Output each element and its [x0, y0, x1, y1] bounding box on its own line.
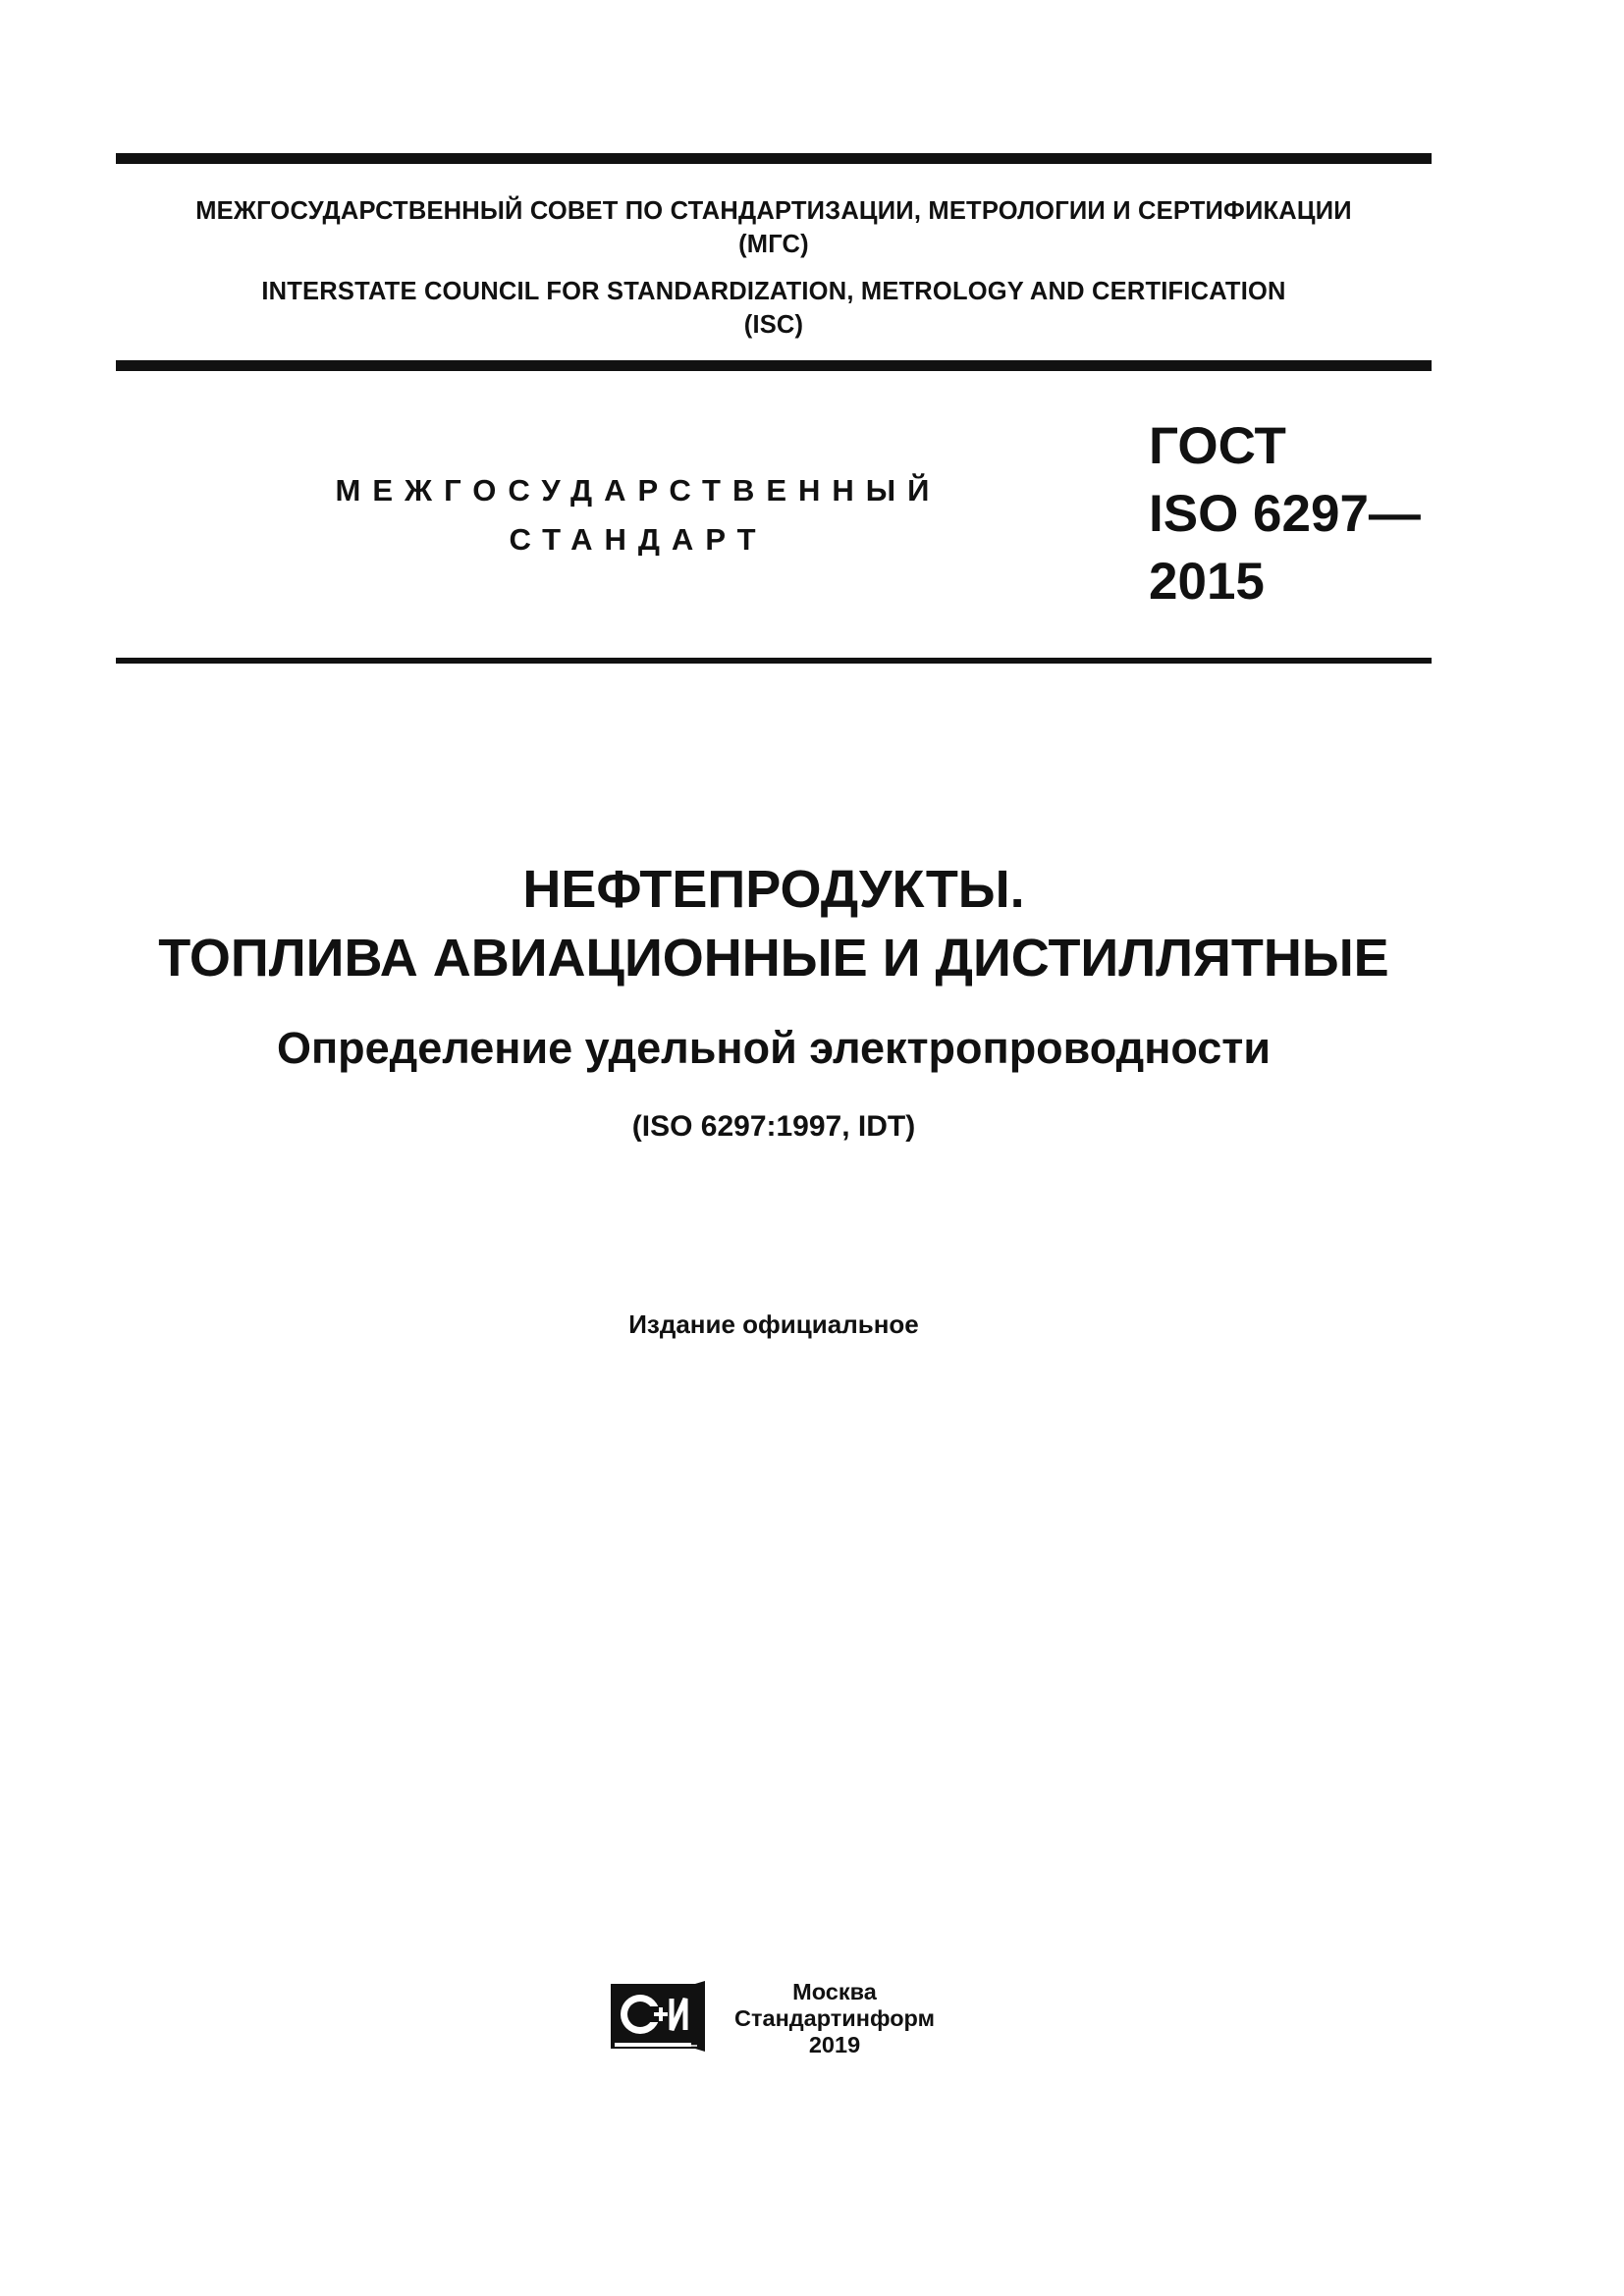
- standard-designation: [1149, 412, 1421, 615]
- top-rule: [116, 153, 1432, 164]
- publisher-year: 2019: [808, 2032, 861, 2057]
- council-name-en-text: INTERSTATE COUNCIL FOR STANDARDIZATION, METROLOGY AND CERTIFICATION: [261, 278, 1286, 305]
- council-abbr-ru: (МГС): [738, 231, 809, 258]
- publisher-name: Стандартинформ: [734, 2005, 935, 2031]
- standard-type-line1: МЕЖГОСУДАРСТВЕННЫЙ: [335, 473, 942, 507]
- council-abbr-en: (ISC): [743, 311, 804, 339]
- iso-reference: (ISO 6297:1997, IDT): [631, 1110, 916, 1143]
- standard-type-line2: СТАНДАРТ: [509, 522, 768, 557]
- designation-line3: 2015: [1149, 553, 1265, 611]
- document-subtitle: Определение удельной электропроводности: [276, 1023, 1272, 1073]
- lower-rule: [116, 658, 1432, 664]
- edition-note: Издание официальное: [628, 1309, 919, 1339]
- document-title-line1: НЕФТЕПРОДУКТЫ.: [522, 860, 1025, 919]
- document-title-line2: ТОПЛИВА АВИАЦИОННЫЕ И ДИСТИЛЛЯТНЫЕ: [158, 929, 1389, 988]
- council-name-ru: [116, 194, 1432, 261]
- standartinform-logo-icon: [611, 1981, 705, 2054]
- designation-line1: ГОСТ: [1149, 417, 1286, 475]
- middle-rule: [116, 360, 1432, 371]
- publisher-city: Москва: [792, 1979, 877, 2004]
- council-name-en: [116, 275, 1432, 342]
- designation-line2: ISO 6297—: [1149, 485, 1421, 543]
- publisher-block: [717, 1979, 952, 2058]
- council-name-ru-text: МЕЖГОСУДАРСТВЕННЫЙ СОВЕТ ПО СТАНДАРТИЗАЦИИ, МЕТРОЛОГИИ И СЕРТИФИКАЦИИ: [195, 197, 1352, 225]
